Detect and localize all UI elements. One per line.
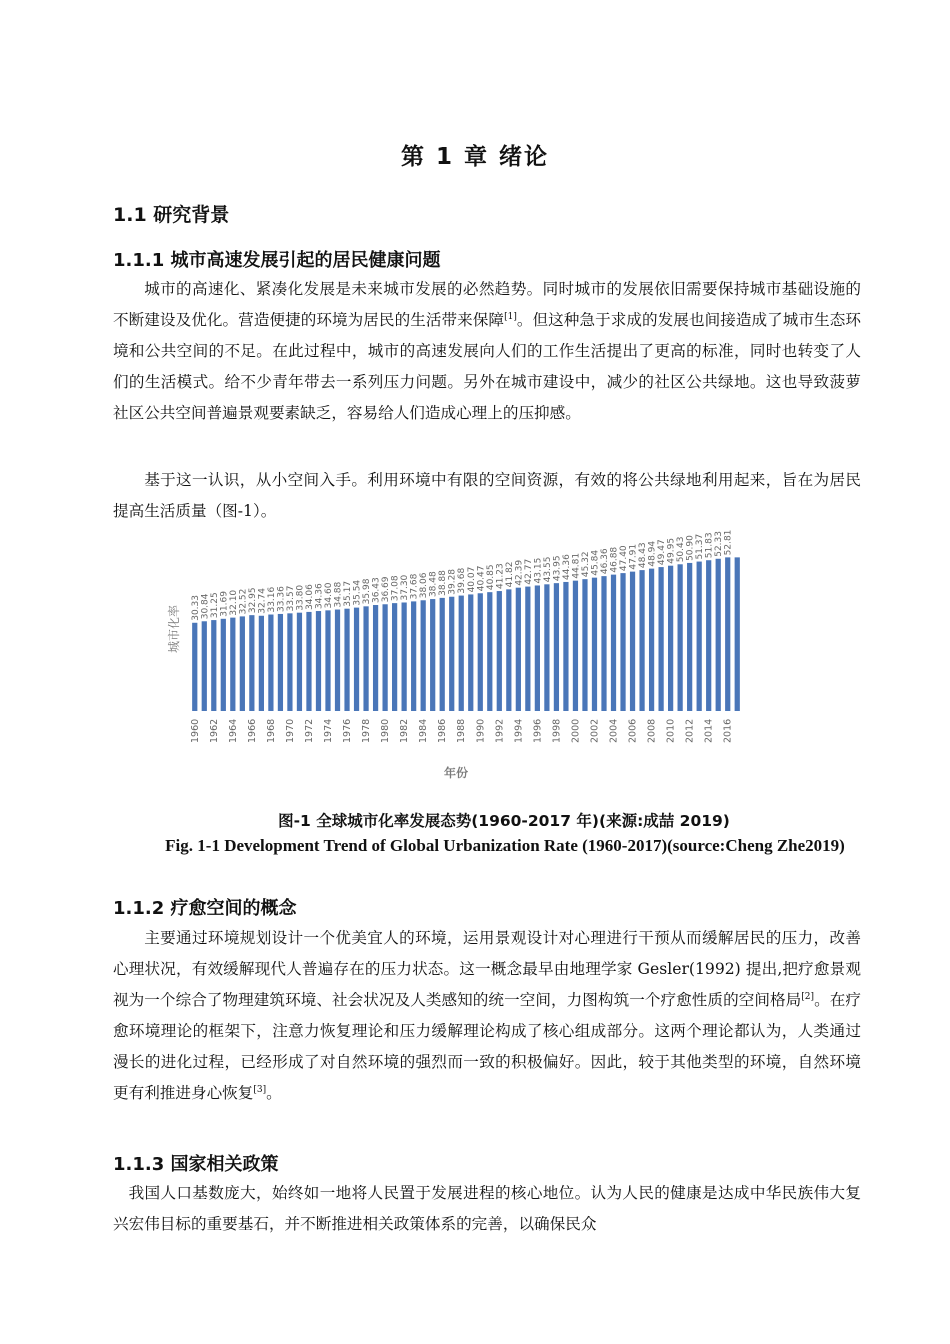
chart-bar bbox=[544, 584, 549, 711]
urbanization-chart bbox=[150, 527, 748, 789]
chart-x-tick-label: 1984 bbox=[418, 718, 430, 743]
chart-value-label: 35.17 bbox=[343, 580, 354, 607]
chart-x-tick-label: 2008 bbox=[646, 718, 658, 743]
chapter-title: 第 1 章 绪论 bbox=[400, 144, 550, 170]
chart-value-label: 36.69 bbox=[381, 576, 392, 603]
chart-bar bbox=[297, 613, 302, 711]
chart-value-label: 32.74 bbox=[257, 587, 268, 614]
chart-bar bbox=[211, 620, 216, 711]
chart-bar bbox=[658, 567, 663, 711]
paragraph-text: 城市的高速化、紧凑化发展是未来城市发展的必然趋势。同时城市的发展依旧需要保持城市基础设施的不断建设及优化。营造便捷的环境为居民的生活带来保障 bbox=[113, 280, 861, 329]
chart-bar bbox=[601, 576, 606, 711]
chart-x-tick-label: 1998 bbox=[551, 718, 563, 743]
chart-value-label: 43.15 bbox=[533, 557, 544, 584]
chart-value-label: 33.36 bbox=[276, 586, 287, 612]
chart-x-tick-label: 2006 bbox=[627, 718, 639, 743]
chart-value-label: 35.54 bbox=[352, 579, 363, 606]
paragraph-text: 。但这种急于求成的发展也间接造成了城市生态环境和公共空间的不足。在此过程中，城市的高速发展向人们的工作生活提出了更高的标准，同时也转变了人们的生活模式。给不少青年带去一系列压力问题。另外在城市建设中，减少的社区公共绿地。这也导致菠萝社区公共空间普遍景观要素缺乏，容易给人们造成心理上的压抑感。 bbox=[113, 311, 861, 422]
chart-value-label: 41.23 bbox=[495, 563, 506, 590]
chart-x-tick-label: 2016 bbox=[722, 718, 734, 743]
chart-x-tick-label: 1970 bbox=[284, 718, 296, 743]
chart-value-label: 47.40 bbox=[619, 545, 630, 572]
chart-value-label: 32.95 bbox=[247, 587, 258, 614]
chart-value-label: 46.88 bbox=[609, 546, 620, 573]
chart-bar bbox=[582, 579, 587, 711]
chart-bar bbox=[506, 589, 511, 711]
chart-bar bbox=[278, 614, 283, 711]
chart-bar bbox=[639, 570, 644, 711]
chart-value-label: 34.36 bbox=[314, 583, 325, 610]
chart-value-label: 52.81 bbox=[723, 529, 734, 556]
chart-x-tick-label: 1972 bbox=[303, 718, 315, 743]
chart-x-tick-label: 2012 bbox=[684, 718, 696, 743]
chart-bar bbox=[487, 592, 492, 711]
chart-bar bbox=[402, 602, 407, 711]
chart-svg bbox=[150, 527, 748, 789]
chart-value-label: 36.43 bbox=[371, 577, 382, 604]
chart-bar bbox=[630, 572, 635, 711]
chart-bar bbox=[535, 585, 540, 711]
chart-bar bbox=[287, 613, 292, 711]
chart-bar bbox=[240, 616, 245, 711]
chart-bar bbox=[716, 559, 721, 711]
chart-x-tick-label: 1994 bbox=[513, 718, 525, 743]
chart-y-axis-label: 城市化率 bbox=[167, 604, 181, 654]
chart-bar bbox=[563, 582, 568, 711]
chart-value-label: 50.90 bbox=[685, 535, 696, 561]
chart-value-label: 45.32 bbox=[580, 551, 591, 578]
chart-value-label: 46.36 bbox=[600, 548, 610, 575]
section-heading-1-1-2: 1.1.2 疗愈空间的概念 bbox=[113, 898, 297, 919]
chart-bar bbox=[430, 599, 435, 711]
chart-bar bbox=[573, 581, 578, 711]
chart-x-tick-label: 1988 bbox=[456, 718, 468, 743]
chart-value-label: 42.77 bbox=[523, 558, 534, 585]
chart-bar bbox=[373, 605, 378, 711]
chart-value-label: 40.85 bbox=[485, 564, 496, 591]
chart-x-axis-label: 年份 bbox=[443, 766, 469, 780]
chart-bar bbox=[392, 603, 397, 711]
chart-value-label: 33.16 bbox=[266, 586, 277, 613]
chart-value-label: 43.55 bbox=[542, 556, 553, 583]
chart-bar bbox=[325, 610, 330, 711]
chart-x-tick-label: 2002 bbox=[589, 718, 601, 743]
chart-bar bbox=[516, 588, 521, 711]
chart-bar bbox=[525, 587, 530, 711]
paragraph-urban-health bbox=[113, 274, 861, 429]
paragraph-text: 。在疗愈环境理论的框架下，注意力恢复理论和压力缓解理论构成了核心组成部分。这两个理论都认为，人类通过漫长的进化过程，已经形成了对自然环境的强烈而一致的积极偏好。因此，较于其他类型的环境，自然环境更有利推进身心恢复 bbox=[113, 991, 861, 1102]
chart-value-label: 52.33 bbox=[714, 531, 725, 557]
chart-bar bbox=[459, 596, 464, 711]
chart-x-tick-label: 1968 bbox=[265, 718, 277, 743]
chart-bar bbox=[344, 609, 349, 711]
chart-value-label: 31.25 bbox=[209, 592, 220, 619]
chart-x-tick-label: 1960 bbox=[189, 718, 201, 743]
chart-bar bbox=[268, 615, 273, 711]
chart-x-tick-label: 1986 bbox=[437, 718, 449, 743]
chart-bar bbox=[316, 611, 321, 711]
chart-value-label: 33.57 bbox=[285, 585, 296, 612]
chart-x-tick-label: 1974 bbox=[323, 718, 334, 743]
chart-bar bbox=[611, 575, 616, 711]
chart-x-tick-label: 1962 bbox=[208, 718, 220, 743]
chart-bar bbox=[649, 569, 654, 711]
chart-value-label: 50.43 bbox=[676, 536, 687, 563]
chart-bar bbox=[306, 612, 311, 711]
chart-value-label: 47.91 bbox=[628, 543, 639, 570]
chart-value-label: 43.95 bbox=[552, 555, 563, 582]
chart-value-label: 39.28 bbox=[447, 568, 458, 595]
section-heading-1-1-3: 1.1.3 国家相关政策 bbox=[113, 1154, 279, 1175]
chart-value-label: 34.88 bbox=[333, 581, 344, 608]
chart-x-tick-label: 2014 bbox=[703, 718, 715, 743]
chart-value-label: 49.95 bbox=[666, 537, 677, 564]
chart-x-tick-label: 2004 bbox=[608, 718, 620, 743]
chart-bar bbox=[411, 601, 416, 711]
chart-bar bbox=[259, 616, 264, 711]
chart-bar bbox=[478, 593, 483, 711]
chart-value-label: 37.68 bbox=[409, 573, 420, 600]
figure-caption-cn: 图-1 全球城市化率发展态势(1960-2017 年)(来源:成喆 2019) bbox=[278, 812, 730, 830]
chart-value-label: 45.84 bbox=[590, 549, 601, 576]
chart-bar bbox=[230, 618, 235, 711]
chart-value-label: 30.33 bbox=[190, 595, 201, 621]
chart-value-label: 37.08 bbox=[390, 575, 401, 602]
chart-x-ticks bbox=[190, 719, 734, 743]
chart-bar bbox=[335, 610, 340, 711]
chart-value-label: 33.80 bbox=[295, 584, 306, 611]
citation-ref: [3] bbox=[253, 1084, 267, 1095]
chart-x-tick-label: 1976 bbox=[342, 718, 354, 743]
citation-ref: [1] bbox=[504, 311, 517, 322]
paragraph-policy: 我国人口基数庞大，始终如一地将人民置于发展进程的核心地位。认为人民的健康是达成中华民族伟大复兴宏伟目标的重要基石，并不断推进相关政策体系的完善，以确保民众 bbox=[113, 1184, 861, 1233]
chart-x-tick-label: 2010 bbox=[665, 718, 677, 743]
section-heading-1-1: 1.1 研究背景 bbox=[113, 204, 230, 226]
chart-x-tick-label: 1964 bbox=[227, 718, 239, 743]
chart-value-label: 35.98 bbox=[362, 578, 373, 605]
chart-value-label: 49.47 bbox=[657, 539, 668, 566]
chart-bar bbox=[697, 562, 702, 711]
chart-bar bbox=[440, 598, 445, 711]
chart-value-label: 42.39 bbox=[514, 559, 525, 586]
chart-value-label: 44.36 bbox=[561, 554, 572, 580]
chart-value-label: 38.48 bbox=[428, 571, 439, 598]
chart-x-tick-label: 1996 bbox=[532, 718, 544, 743]
chart-bar bbox=[421, 600, 426, 711]
paragraph-figure-intro: 基于这一认识，从小空间入手。利用环境中有限的空间资源，有效的将公共绿地利用起来，旨在为居民提高生活质量（图-1）。 bbox=[113, 471, 861, 520]
paragraph-text: 。 bbox=[266, 1084, 282, 1102]
chart-bar bbox=[735, 557, 740, 711]
chart-value-label: 34.06 bbox=[304, 584, 315, 610]
chart-bar bbox=[620, 573, 625, 711]
chart-x-tick-label: 1980 bbox=[380, 718, 392, 743]
chart-x-tick-label: 2000 bbox=[570, 718, 582, 743]
chart-bar bbox=[354, 608, 359, 711]
paragraph-text: 主要通过环境规划设计一个优美宜人的环境，运用景观设计对心理进行干预从而缓解居民的压力，改善心理状况，有效缓解现代人普遍存在的压力状态。这一概念最早由地理学家 Gesler(1992) 提出,把疗愈景观视为一个综合了物理建筑环境、社会状况及人类感知的统一空间，力图构筑一个疗愈性质的空间格局 bbox=[113, 929, 861, 1009]
chart-value-label: 31.69 bbox=[219, 591, 230, 617]
chart-bar bbox=[687, 563, 692, 711]
chart-x-tick-label: 1990 bbox=[475, 718, 487, 743]
chart-value-label: 40.07 bbox=[466, 566, 477, 593]
chart-value-label: 37.30 bbox=[400, 574, 411, 601]
chart-bar bbox=[249, 615, 254, 711]
chart-bar bbox=[497, 591, 502, 711]
figure-caption-en: Fig. 1-1 Development Trend of Global Urbanization Rate (1960-2017)(source:Cheng Zhe2019) bbox=[165, 836, 845, 855]
chart-value-label: 38.06 bbox=[419, 572, 430, 599]
chart-value-label: 51.83 bbox=[704, 532, 715, 559]
chart-value-label: 32.52 bbox=[238, 588, 249, 615]
chart-x-tick-label: 1978 bbox=[361, 718, 373, 743]
chart-bar bbox=[192, 623, 197, 711]
chart-bar bbox=[554, 583, 559, 711]
chart-bar bbox=[363, 606, 368, 711]
citation-ref: [2] bbox=[801, 991, 815, 1002]
chart-x-tick-label: 1992 bbox=[494, 718, 506, 743]
chart-bar bbox=[706, 560, 711, 711]
chart-value-label: 48.94 bbox=[647, 540, 658, 567]
chart-value-label: 40.47 bbox=[476, 565, 487, 592]
chart-x-tick-label: 1982 bbox=[399, 718, 411, 743]
chart-bar bbox=[668, 566, 673, 711]
chart-bar bbox=[221, 619, 226, 711]
section-heading-1-1-1: 1.1.1 城市高速发展引起的居民健康问题 bbox=[113, 250, 441, 271]
chart-bar bbox=[468, 594, 473, 711]
chart-value-label: 38.88 bbox=[438, 570, 449, 596]
chart-bar bbox=[202, 621, 207, 711]
chart-value-label: 39.68 bbox=[457, 567, 468, 594]
chart-bar bbox=[592, 578, 597, 711]
chart-bar bbox=[449, 597, 454, 711]
chart-value-label: 44.81 bbox=[571, 552, 582, 579]
chart-value-label: 34.60 bbox=[324, 582, 334, 609]
paragraph-healing-space bbox=[113, 923, 861, 1109]
chart-bar bbox=[382, 604, 387, 711]
chart-bar bbox=[678, 564, 683, 711]
chart-value-label: 51.37 bbox=[695, 533, 706, 560]
chart-value-label: 48.43 bbox=[638, 542, 649, 569]
chart-value-label: 41.82 bbox=[504, 561, 515, 588]
chart-value-label: 30.84 bbox=[200, 593, 211, 620]
chart-x-tick-label: 1966 bbox=[246, 718, 258, 743]
chart-bar bbox=[725, 557, 730, 711]
chart-value-label: 32.10 bbox=[228, 589, 239, 616]
